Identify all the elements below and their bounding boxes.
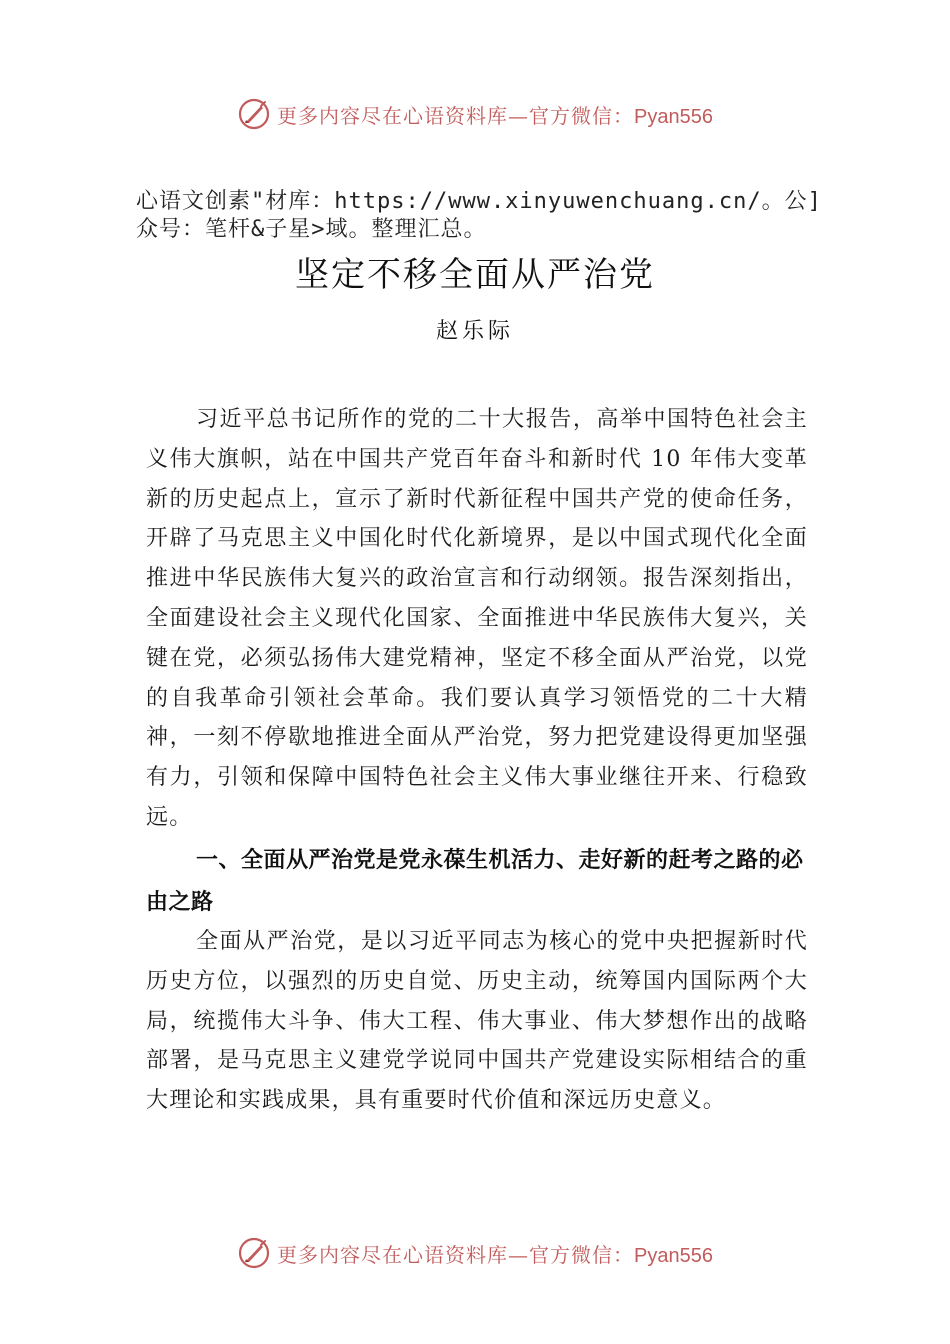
watermark-banner-bottom — [0, 1235, 950, 1271]
document-author: 赵乐际 — [435, 319, 514, 344]
wechat-id: Pyan556 — [634, 105, 713, 128]
watermark-text: 更多内容尽在心语资料库—官方微信：Pyan556 — [277, 1242, 713, 1267]
body-paragraph-2: 全面从严治党，是以习近平同志为核心的党中央把握新时代历史方位，以强烈的历史自觉、历史主动，统筹国内国际两个大局，统揽伟大斗争、伟大工程、伟大事业、伟大梦想作出的战略部署，是马克思主义建党学说同中国共产党建设实际相结合的重大理论和实践成果，具有重要时代价值和深远历史意义。 — [146, 929, 808, 1114]
body-paragraph-1: 习近平总书记所作的党的二十大报告，高举中国特色社会主义伟大旗帜，站在中国共产党百年奋斗和新时代 10 年伟大变革新的历史起点上，宣示了新时代新征程中国共产党的使命任务，开辟了马克思主义中国化时代化新境界，是以中国式现代化全面推进中华民族伟大复兴的政治宣言和行动纲领。报告深刻指出，全面建设社会主义现代化国家、全面推进中华民族伟大复兴，关键在党，必须弘扬伟大建党精神，坚定不移全面从严治党，以党的自我革命引领社会革命。我们要认真学习领悟党的二十大精神，一刻不停歇地推进全面从严治党，努力把党建设得更加坚强有力，引领和保障中国特色社会主义伟大事业继往开来、行稳致远。 — [146, 407, 808, 830]
quill-seal-icon — [237, 1236, 271, 1270]
source-line: 心语文创素"材库：https://www.xinyuwenchuang.cn/。公]众号：笔杆&子星>域。整理汇总。 — [136, 189, 822, 242]
watermark-banner-top — [0, 96, 950, 132]
document-title: 坚定不移全面从严治党 — [295, 255, 655, 295]
wechat-id: Pyan556 — [634, 1244, 713, 1267]
quill-seal-icon — [237, 97, 271, 131]
watermark-text: 更多内容尽在心语资料库—官方微信：Pyan556 — [277, 103, 713, 128]
section-heading-1: 一、全面从严治党是党永葆生机活力、走好新的赶考之路的必由之路 — [146, 848, 804, 915]
